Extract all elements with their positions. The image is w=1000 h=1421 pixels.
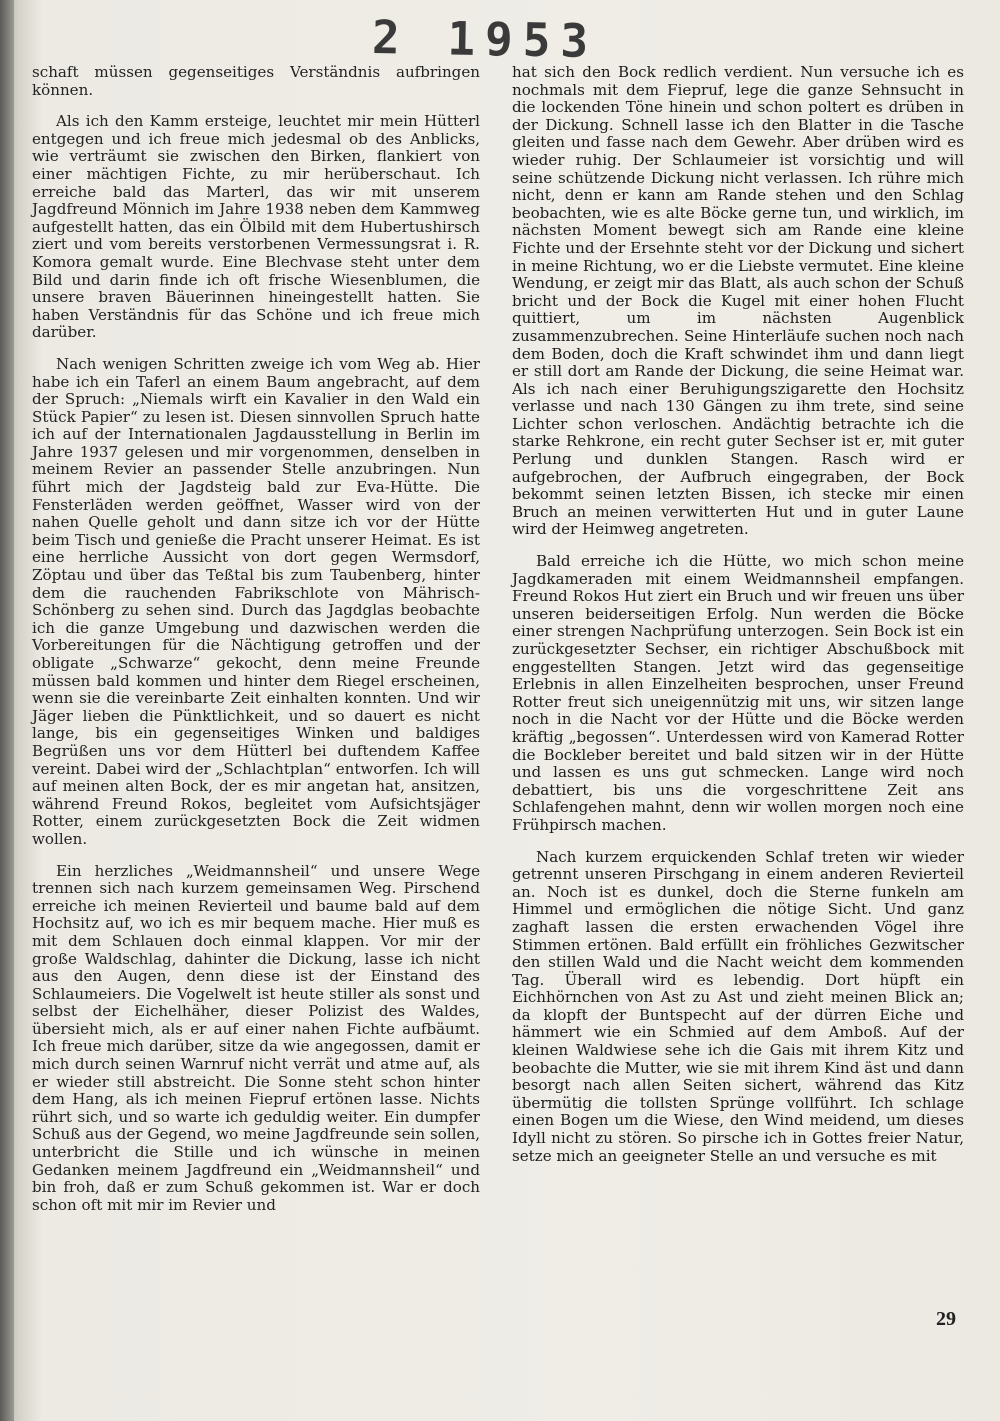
paragraph: hat sich den Bock redlich verdient. Nun versuche ich es nochmals mit dem Fiepruf, lege die ganze Sehnsucht in die lockenden Töne hinein und schon poltert es drüben in der Dickung. Schnell lasse ich den Blatter in die Tasche gleiten und fasse nach dem Gewehr. Aber drüben wird es wieder ruhig. Der Schlaumeier ist vorsichtig und will seine schützende Dickung nicht verlassen. Ich rühre mich nicht, denn er kann am Rande stehen und den Schlag beobachten, wie es alte Böcke gerne tun, und wirklich, im nächsten Moment bewegt sich am Rande eine kleine Fichte und der Ersehnte steht vor der Dickung und sichert in meine Richtung, wo er die Liebste vermutet. Eine kleine Wendung, er zeigt mir das Blatt, als auch schon der Schuß bricht und der Bock die Kugel mit einer hohen Flucht quittiert, um im nächsten Augenblick zusammenzubrechen. Seine Hinterläufe suchen noch nach dem Boden, doch die Kraft schwindet ihm und dann liegt er still dort am Rande der Dickung, die seine Heimat war. Als ich nach einer Beruhigungszigarette den Hochsitz verlasse und nach 130 Gängen zu ihm trete, sind seine Lichter schon verloschen. Andächtig betrachte ich die starke Rehkrone, ein recht guter Sechser ist er, mit guter Perlung und dunklen Stangen. Rasch wird er aufgebrochen, der Aufbruch eingegraben, der Bock bekommt seinen letzten Bissen, ich stecke mir einen Bruch an meinen verwitterten Hut und in guter Laune wird der Heimweg angetreten. [512, 63, 965, 539]
paragraph: Nach wenigen Schritten zweige ich vom Weg ab. Hier habe ich ein Taferl an einem Baum angebracht, auf dem der Spruch: „Niemals wirft ein Kavalier in den Wald ein Stück Papier“ zu lesen ist. Diesen sinnvollen Spruch hatte ich auf der Internationalen Jagdausstellung in Berlin im Jahre 1937 gelesen und mir vorgenommen, denselben in meinem Revier an passender Stelle anzubringen. Nun führt mich der Jagdsteig bald zur Eva-Hütte. Die Fensterläden werden geöffnet, Wasser wird von der nahen Quelle geholt und dann sitze ich vor der Hütte beim Tisch und genieße die Pracht unserer Heimat. Es ist eine herrliche Aussicht von dort gegen Wermsdorf, Zöptau und über das Teßtal bis zum Taubenberg, hinter dem die rauchenden Fabrikschlote von Mährisch-Schönberg zu sehen sind. Durch das Jagdglas beobachte ich die ganze Umgebung und dazwischen werden die Vorbereitungen für die Nächtigung getroffen und der obligate „Schwarze“ gekocht, denn meine Freunde müssen bald kommen und hinter dem Riegel erscheinen, wenn sie die vereinbarte Zeit einhalten konnten. Und wir Jäger lieben die Pünktlichkeit, und so dauert es nicht lange, bis ein gegenseitiges Winken und baldiges Begrüßen uns vor dem Hütterl bei duftendem Kaffee vereint. Dabei wird der „Schlachtplan“ entworfen. Ich will auf meinen alten Bock, der es mir angetan hat, ansitzen, während Freund Rokos, begleitet vom Aufsichtsjäger Rotter, einem zurückgesetzten Bock die Zeit widmen wollen. [32, 354, 480, 848]
binding-shadow [0, 0, 14, 1421]
paragraph: Bald erreiche ich die Hütte, wo mich schon meine Jagdkameraden mit einem Weidmannsheil empfangen. Freund Rokos Hut ziert ein Bruch und wir freuen uns über unseren beiderseitigen Erfolg. Nun werden die Böcke einer strengen Nachprüfung unterzogen. Sein Bock ist ein zurückgesetzter Sechser, ein richtiger Abschußbock mit enggestellten Stangen. Jetzt wird das gegenseitige Erlebnis in allen Einzelheiten besprochen, unser Freund Rotter freut sich uneigennützig mit uns, wir sitzen lange noch in die Nacht vor der Hütte und die Böcke werden kräftig „begossen“. Unterdessen wird von Kamerad Rotter die Bockleber bereitet und bald sitzen wir in der Hütte und lassen es uns gut schmecken. Lange wird noch debattiert, bis uns die vorgeschrittene Zeit ans Schlafengehen mahnt, denn wir wollen morgen noch eine Frühpirsch machen. [512, 552, 964, 834]
left-text-column [32, 64, 480, 1228]
right-text-column [512, 64, 964, 1179]
page-number: 29 [936, 1308, 956, 1330]
paragraph: Nach kurzem erquickenden Schlaf treten wir wieder getrennt unseren Pirschgang in einem anderen Revierteil an. Noch ist es dunkel, doch die Sterne funkeln am Himmel und ermöglichen die nötige Sicht. Und ganz zaghaft lassen die ersten erwachenden Vögel ihre Stimmen ertönen. Bald erfüllt ein fröhliches Gezwitscher den stillen Wald und die Nacht weicht dem kommenden Tag. Überall wird es lebendig. Dort hüpft ein Eichhörnchen von Ast zu Ast und zieht meinen Blick an; da klopft der Buntspecht auf der dürren Eiche und hämmert wie ein Schmied auf dem Amboß. Auf der kleinen Waldwiese sehe ich die Gais mit ihrem Kitz und beobachte die Mutter, wie sie mit ihrem Kind äst und dann besorgt nach allen Seiten sichert, während das Kitz übermütig die tollsten Sprünge vollführt. Ich schlage einen Bogen um die Wiese, den Wind meidend, um dieses Idyll nicht zu stören. So pirsche ich in Gottes freier Natur, setze mich an geeigneter Stelle an und versuche es mit [512, 847, 964, 1165]
handwritten-stamp: 2 1953 [371, 10, 599, 68]
paragraph: Ein herzliches „Weidmannsheil“ und unsere Wege trennen sich nach kurzem gemeinsamen Weg. Pirschend erreiche ich meinen Revierteil und baume bald auf dem Hochsitz auf, wo ich es mir bequem mache. Hier muß es mit dem Schlauen doch einmal klappen. Vor mir der große Waldschlag, dahinter die Dickung, lasse ich nicht aus den Augen, denn diese ist der Einstand des Schlaumeiers. Die Vogelwelt ist heute stiller als sonst und selbst der Eichelhäher, dieser Polizist des Waldes, übersieht mich, als er auf einer nahen Fichte aufbäumt. Ich freue mich darüber, sitze da wie angegossen, damit er mich durch seinen Warnruf nicht verrät und atme auf, als er wieder still abstreicht. Die Sonne steht schon hinter dem Hang, als ich meinen Fiepruf ertönen lasse. Nichts rührt sich, und so warte ich geduldig weiter. Ein dumpfer Schuß aus der Gegend, wo meine Jagdfreunde sein sollen, unterbricht die Stille und ich wünsche in meinen Gedanken meinem Jagdfreund ein „Weidmannsheil“ und bin froh, daß er zum Schuß gekommen ist. War er doch schon oft mit mir im Revier und [32, 861, 480, 1214]
paragraph: Als ich den Kamm ersteige, leuchtet mir mein Hütterl entgegen und ich freue mich jedesmal ob des Anblicks, wie verträumt sie zwischen den Birken, flankiert von einer mächtigen Fichte, zu mir herüberschaut. Ich erreiche bald das Marterl, das wir mit unserem Jagdfreund Mönnich im Jahre 1938 neben dem Kammweg aufgestellt hatten, das ein Ölbild mit dem Hubertushirsch ziert und vom bereits verstorbenen Vermessungsrat i. R. Komora gemalt wurde. Eine Blechvase steht unter dem Bild und darin finde ich oft frische Wiesenblumen, die unsere braven Bäuerinnen hineingestellt hatten. Sie haben Verständnis für das Schöne und ich freue mich darüber. [32, 112, 480, 342]
paragraph: schaft müssen gegenseitiges Verständnis aufbringen können. [32, 63, 480, 99]
